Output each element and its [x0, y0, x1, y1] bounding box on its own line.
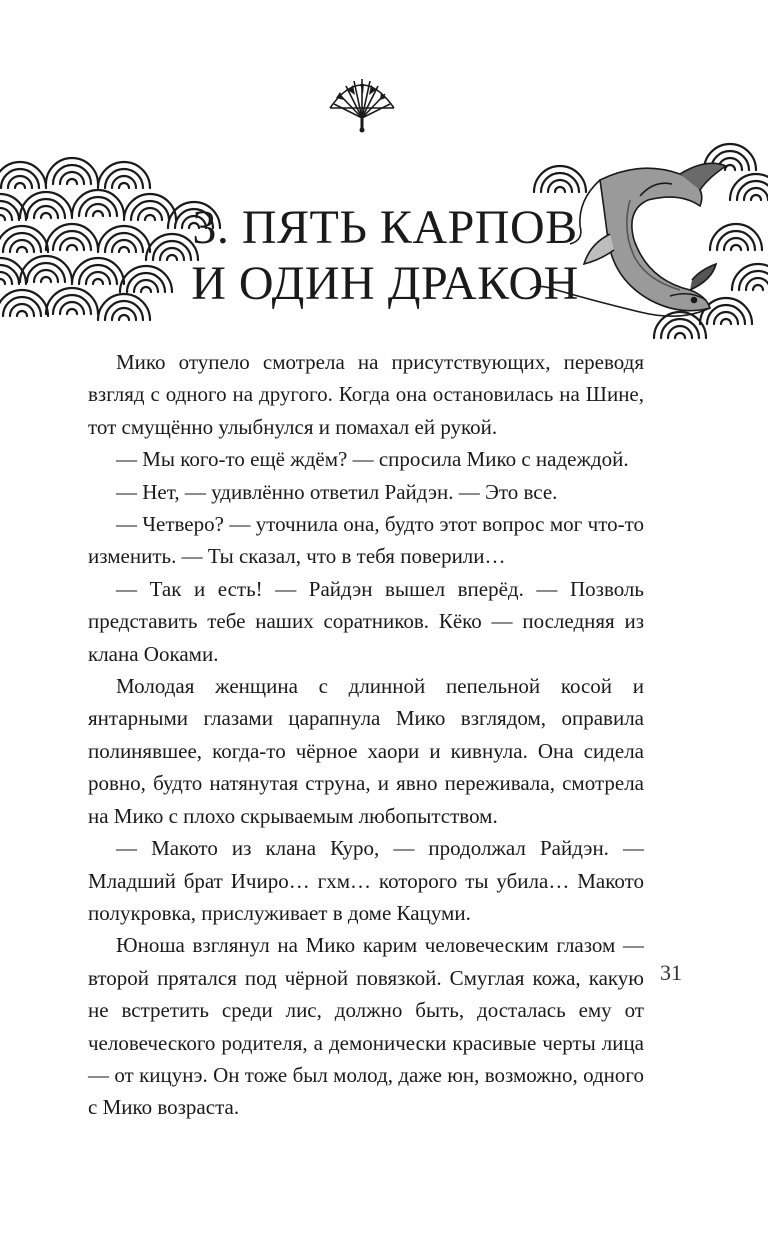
body-text	[88, 346, 644, 1124]
chapter-title	[190, 200, 580, 312]
paragraph: Мико отупело смотрела на присутствующих, переводя взгляд с одного на другого. Когда она остановилась на Шине, тот смущённо улыбнулся и помахал ей рукой.	[88, 350, 644, 439]
paragraph: — Макото из клана Куро, — продолжал Райдэн. — Младший брат Ичиро… гхм… которого ты убила… Макото полукровка, прислуживает в доме Кацуми.	[88, 836, 644, 925]
paragraph: — Так и есть! — Райдэн вышел вперёд. — Позволь представить тебе наших соратников. Кёко — последняя из клана Ооками.	[88, 576, 644, 666]
chapter-title-line-1: 3. ПЯТЬ КАРПОВ	[192, 201, 578, 254]
fan-icon	[322, 68, 402, 134]
paragraph: Юноша взглянул на Мико карим человеческим глазом — второй прятался под чёрной повязкой. Смуглая кожа, какую не встретить среди лис, должно быть, досталась ему от человеческого родителя, а демонически красивые черты лица — от кицунэ. Он тоже был молод, даже юн, возможно, одного с Мико возраста.	[88, 933, 644, 1120]
paragraph: Молодая женщина с длинной пепельной косой и янтарными глазами царапнула Мико взглядом, оправила полинявшее, когда-то чёрное хаори и кивнула. Она сидела ровно, будто натянутая струна, и явно переживала, смотрела на Мико с плохо скрываемым любопытством.	[88, 674, 644, 828]
paragraph: — Мы кого-то ещё ждём? — спросила Мико с надеждой.	[116, 447, 629, 472]
paragraph: — Нет, — удивлённо ответил Райдэн. — Это все.	[116, 479, 558, 504]
page-number: 31	[660, 960, 682, 985]
paragraph: — Четверо? — уточнила она, будто этот вопрос мог что-то изменить. — Ты сказал, что в тебя поверили…	[88, 512, 644, 569]
chapter-title-line-2: И ОДИН ДРАКОН	[191, 257, 579, 310]
